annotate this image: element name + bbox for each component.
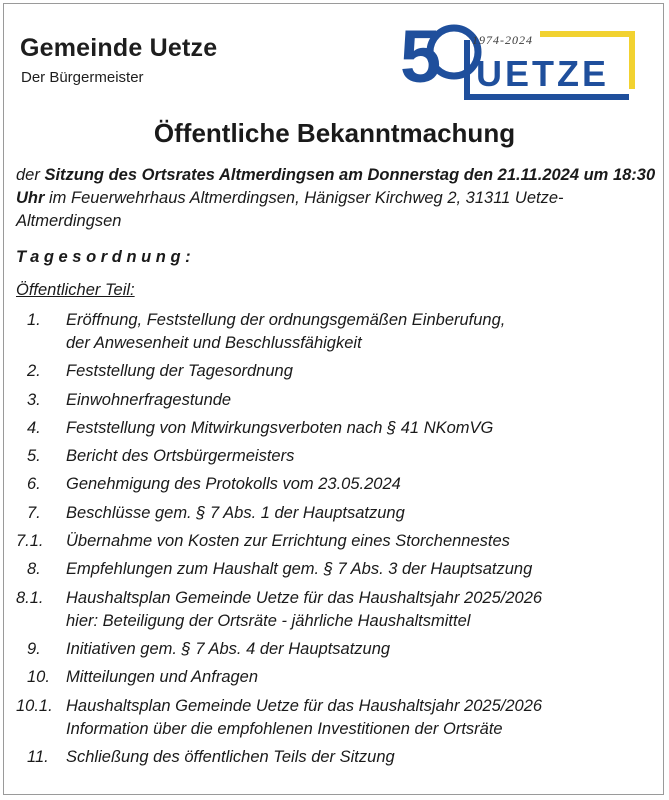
agenda-item — [16, 530, 661, 553]
logo-digit-5: 5 — [400, 15, 442, 98]
agenda-item — [16, 417, 661, 440]
agenda-item-line: der Anwesenheit und Beschlussfähigkeit — [66, 334, 362, 352]
agenda-item-line: hier: Beteiligung der Ortsräte - jährliche Haushaltsmittel — [66, 611, 471, 630]
agenda-item-text — [66, 746, 661, 769]
logo-blue-bar-bottom — [464, 94, 629, 100]
agenda-item-line: Mitteilungen und Anfragen — [66, 668, 259, 687]
notice-title: Öffentliche Bekanntmachung — [153, 118, 516, 148]
agenda-item-number: 5. — [27, 447, 41, 466]
agenda-item-line: Genehmigung des Protokolls vom 23.05.2024 — [66, 475, 401, 494]
agenda-item-line: Feststellung von Mitwirkungsverboten nach § 41 NKomVG — [66, 418, 494, 437]
agenda-item — [16, 638, 661, 661]
agenda-heading: Tagesordnung: — [16, 248, 196, 266]
org-subtitle: Der Bürgermeister — [21, 69, 144, 86]
agenda-item-text — [66, 695, 661, 741]
agenda-item — [16, 587, 661, 633]
agenda-item-line: Feststellung der Tagesordnung — [66, 362, 293, 381]
agenda-item-text — [66, 309, 661, 355]
intro-prefix: der — [16, 166, 45, 184]
logo-wordmark: UETZE — [476, 53, 610, 94]
agenda-item — [16, 445, 661, 468]
agenda-item-line: Bericht des Ortsbürgermeisters — [66, 447, 295, 466]
agenda-item-number: 6. — [27, 475, 41, 494]
agenda-item-line: Schließung des öffentlichen Teils der Sitzung — [66, 747, 395, 766]
agenda-item-number: 3. — [27, 390, 41, 409]
intro-location: im Feuerwehrhaus Altmerdingsen, Hänigser Kirchweg 2, 31311 Uetze-Altmerdingsen — [16, 189, 564, 230]
org-name: Gemeinde Uetze — [20, 34, 218, 62]
agenda-item-text — [66, 417, 661, 440]
logo-yellow-bar-right — [629, 31, 635, 89]
agenda-item-line: Haushaltsplan Gemeinde Uetze für das Haushaltsjahr 2025/2026 — [66, 696, 543, 715]
agenda-item-number: 7.1. — [16, 532, 44, 551]
agenda-item-text — [66, 558, 661, 581]
agenda-item-text — [66, 473, 661, 496]
agenda-item-number: 4. — [27, 418, 41, 437]
agenda-item — [16, 389, 661, 412]
agenda-item — [16, 746, 661, 769]
agenda-item-line: Eröffnung, Feststellung der ordnungsgemäßen Einberufung, — [66, 311, 506, 329]
agenda-item-text — [66, 389, 661, 412]
agenda-item-text — [66, 445, 661, 468]
notice-intro — [16, 164, 656, 233]
agenda-item-number: 10.1. — [16, 696, 53, 715]
agenda-item — [16, 309, 661, 355]
agenda-item — [16, 473, 661, 496]
agenda-item-number: 1. — [27, 311, 41, 329]
section-label-public: Öffentlicher Teil: — [16, 281, 135, 299]
agenda-item-line: Initiativen gem. § 7 Abs. 4 der Hauptsatzung — [66, 639, 391, 658]
agenda-item — [16, 360, 661, 383]
agenda-item-text — [66, 360, 661, 383]
agenda-item-text — [66, 587, 661, 633]
agenda-item-text — [66, 530, 661, 553]
agenda-item-line: Information über die empfohlenen Investitionen der Ortsräte — [66, 719, 503, 738]
agenda-item-number: 8.1. — [16, 588, 44, 607]
agenda-item-number: 2. — [27, 362, 41, 381]
intro-meeting-details: Sitzung des Ortsrates Altmerdingsen am Donnerstag den 21.11.2024 um 18:30 Uhr — [16, 166, 656, 207]
agenda-item-number: 9. — [27, 639, 41, 658]
agenda-item-line: Beschlüsse gem. § 7 Abs. 1 der Hauptsatzung — [66, 503, 405, 522]
agenda-item-line: Einwohnerfragestunde — [66, 390, 232, 409]
agenda-item-number: 7. — [27, 503, 41, 522]
agenda-item-text — [66, 666, 661, 689]
uetze-50-years-logo — [400, 14, 650, 106]
agenda-item-text — [66, 502, 661, 525]
agenda-item — [16, 695, 661, 741]
logo-yellow-bar-top — [540, 31, 635, 37]
agenda-item-line: Empfehlungen zum Haushalt gem. § 7 Abs. 3 der Hauptsatzung — [66, 560, 533, 579]
agenda-item-line: Haushaltsplan Gemeinde Uetze für das Haushaltsjahr 2025/2026 — [66, 588, 543, 607]
logo-blue-bar-left — [464, 40, 470, 100]
agenda-item — [16, 502, 661, 525]
agenda-item — [16, 666, 661, 689]
agenda-list — [16, 309, 661, 774]
agenda-item-number: 8. — [27, 560, 41, 579]
agenda-item-line: Übernahme von Kosten zur Errichtung eines Storchennestes — [66, 532, 510, 551]
logo-years: 1974-2024 — [472, 33, 533, 47]
agenda-item-text — [66, 638, 661, 661]
agenda-item-number: 10. — [27, 668, 50, 687]
agenda-item-number: 11. — [27, 747, 49, 766]
agenda-item — [16, 558, 661, 581]
